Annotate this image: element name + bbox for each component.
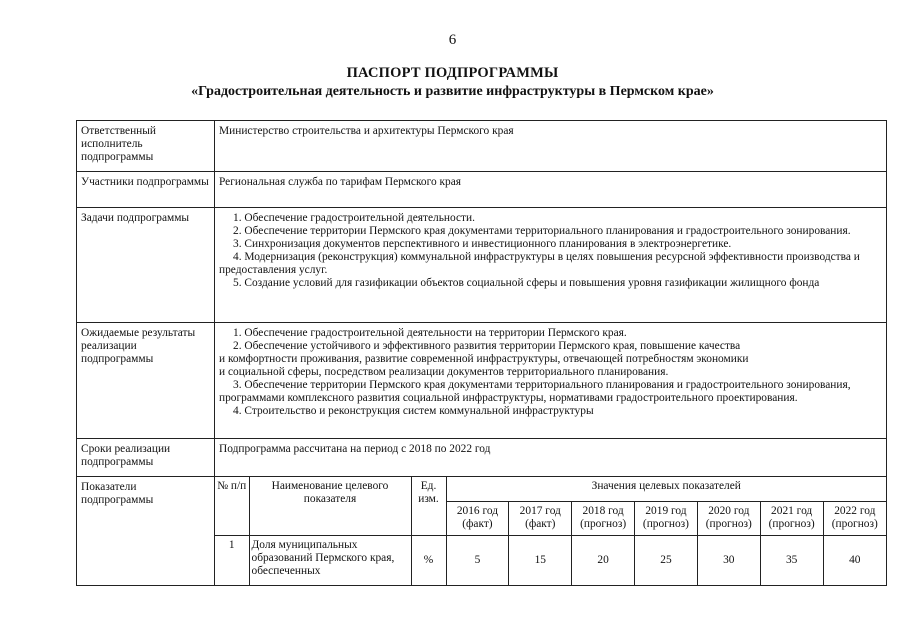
- document-title: ПАСПОРТ ПОДПРОГРАММЫ: [346, 65, 559, 81]
- header-name: Наименование целевого показателя: [249, 477, 411, 535]
- page-number: 6: [448, 32, 457, 48]
- header-year: 2017 год (факт): [509, 501, 572, 535]
- indicator-value: 35: [760, 535, 823, 585]
- results-label: Ожидаемые результаты реализации подпрограммы: [77, 323, 215, 439]
- result-line: и комфортности проживания, развитие современной инфраструктуры, отвечающей потребностям экономики: [219, 353, 749, 365]
- row-tasks: [77, 208, 887, 323]
- indicators-cell: [215, 477, 887, 586]
- indicator-value: 15: [509, 535, 572, 585]
- row-indicators: [77, 477, 887, 586]
- result-line: 4. Строительство и реконструкция систем коммунальной инфраструктуры: [233, 405, 594, 417]
- responsible-label: Ответственный исполнитель подпрограммы: [77, 121, 215, 172]
- indicator-value: 20: [572, 535, 635, 585]
- responsible-value: Министерство строительства и архитектуры Пермского края: [215, 121, 887, 172]
- indicator-unit: %: [411, 535, 446, 585]
- task-item: 4. Модернизация (реконструкция) коммунальной инфраструктуры в целях повышения ресурсной эффективности производства и предоставления услуг.: [219, 251, 860, 276]
- table-row: [215, 535, 886, 585]
- participants-value: Региональная служба по тарифам Пермского края: [215, 172, 887, 208]
- task-item: 3. Синхронизация документов перспективного и инвестиционного планирования в электроэнергетике.: [233, 238, 732, 250]
- header-year: 2016 год (факт): [446, 501, 509, 535]
- terms-label: Сроки реализации подпрограммы: [77, 439, 215, 477]
- indicator-value: 40: [823, 535, 886, 585]
- row-responsible: [77, 121, 887, 172]
- task-item: 1. Обеспечение градостроительной деятельности.: [233, 212, 475, 224]
- indicators-table: [215, 477, 886, 585]
- header-year: 2018 год (прогноз): [572, 501, 635, 535]
- task-item: 2. Обеспечение территории Пермского края документами территориального планирования и градостроительного зонирования.: [233, 225, 851, 237]
- header-year: 2021 год (прогноз): [760, 501, 823, 535]
- header-year: 2022 год (прогноз): [823, 501, 886, 535]
- result-line: 1. Обеспечение градостроительной деятельности на территории Пермского края.: [233, 327, 627, 339]
- header-values-title: Значения целевых показателей: [446, 477, 886, 501]
- task-item: 5. Создание условий для газификации объектов социальной сферы и повышения уровня газификации жилищного фонда: [233, 277, 820, 289]
- tasks-list: [215, 208, 887, 323]
- participants-label: Участники подпрограммы: [77, 172, 215, 208]
- result-line: 2. Обеспечение устойчивого и эффективного развития территории Пермского края, повышение качества: [233, 340, 741, 352]
- header-unit: Ед. изм.: [411, 477, 446, 535]
- tasks-label: Задачи подпрограммы: [77, 208, 215, 323]
- passport-table: [76, 120, 887, 586]
- header-num: № п/п: [215, 477, 249, 535]
- indicator-value: 5: [446, 535, 509, 585]
- result-line: и социальной сферы, посредством реализации документов территориального планирования.: [219, 366, 669, 378]
- header-year: 2020 год (прогноз): [697, 501, 760, 535]
- row-participants: [77, 172, 887, 208]
- indicator-num: 1: [215, 535, 249, 585]
- indicator-name: Доля муниципальных образований Пермского края, обеспеченных: [249, 535, 411, 585]
- indicators-label: Показатели подпрограммы: [77, 477, 215, 586]
- indicators-header-row: [215, 477, 886, 501]
- row-results: [77, 323, 887, 439]
- result-line: 3. Обеспечение территории Пермского края документами территориального планирования и градостроительного зонирования, программами комплексного развития социальной инфраструктуры, нормативами градостроительного проектирования.: [219, 379, 851, 404]
- indicator-value: 25: [635, 535, 698, 585]
- results-list: [215, 323, 887, 439]
- terms-value: Подпрограмма рассчитана на период с 2018 по 2022 год: [215, 439, 887, 477]
- row-terms: [77, 439, 887, 477]
- header-year: 2019 год (прогноз): [635, 501, 698, 535]
- indicator-value: 30: [697, 535, 760, 585]
- document-subtitle: «Градостроительная деятельность и развитие инфраструктуры в Пермском крае»: [191, 84, 714, 99]
